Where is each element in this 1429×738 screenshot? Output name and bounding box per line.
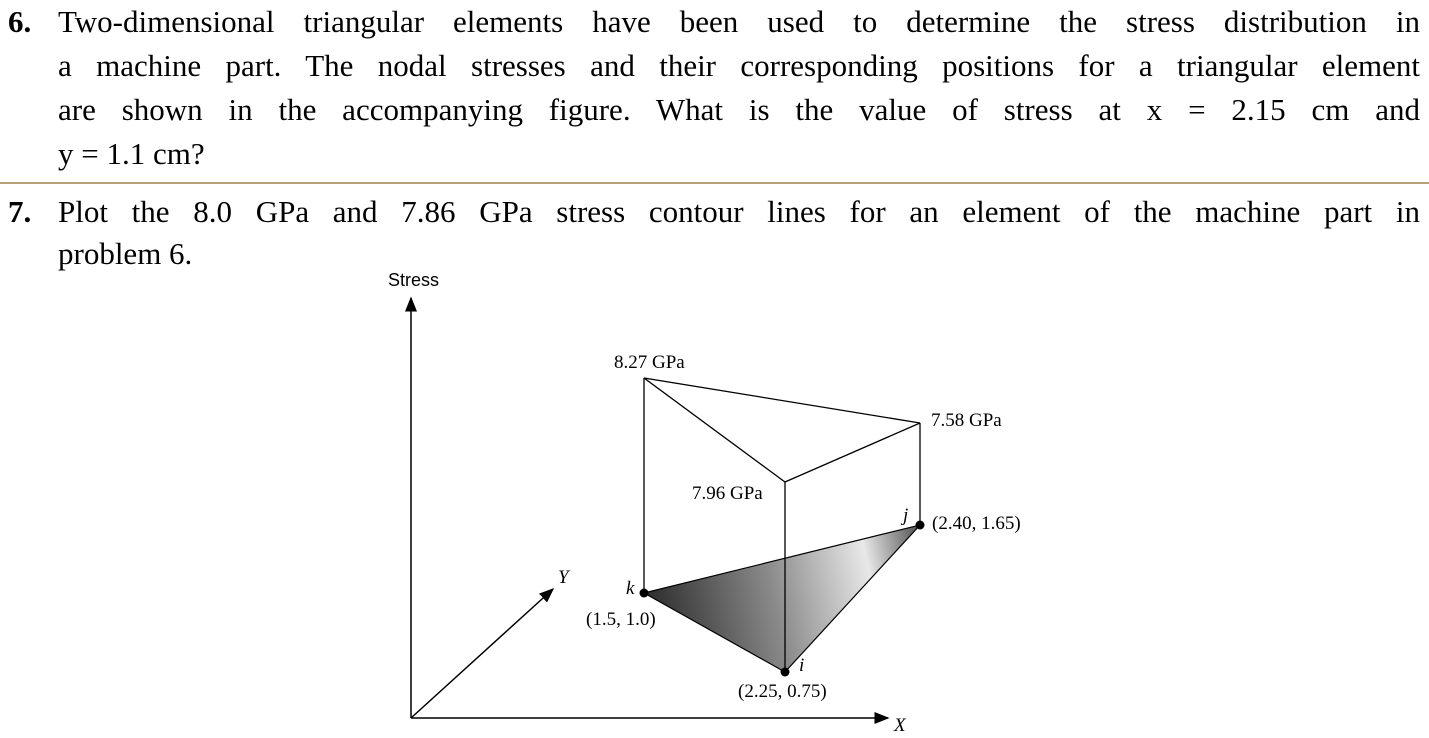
x-axis-label: X (894, 715, 906, 736)
problem-7-line-1: Plot the 8.0 GPa and 7.86 GPa stress contour lines for an element of the machine part in (58, 194, 1420, 229)
problem-6-line-3: are shown in the accompanying figure. What is the value of stress at x = 2.15 cm and (58, 92, 1420, 127)
y-axis-label: Y (558, 567, 569, 588)
problem-6-line-2: a machine part. The nodal stresses and their corresponding positions for a triangular element (58, 48, 1420, 83)
problem-7-number: 7. (8, 194, 32, 229)
node-i-dot (781, 668, 790, 677)
y-axis (411, 589, 553, 718)
problem-6-line-1: Two-dimensional triangular elements have been used to determine the stress distribution in (58, 4, 1420, 39)
node-k-dot (640, 589, 649, 598)
stress-label-j: 7.58 GPa (931, 410, 1002, 431)
problem-6-line-4: y = 1.1 cm? (58, 136, 205, 171)
problem-6-number: 6. (8, 4, 32, 39)
top-edge-k-i (644, 378, 785, 482)
coord-j-label: (2.40, 1.65) (932, 513, 1021, 534)
problem-7-line-2: problem 6. (58, 236, 193, 271)
coord-k-label: (1.5, 1.0) (586, 609, 656, 630)
node-j-dot (916, 521, 925, 530)
node-i-label: i (799, 655, 805, 676)
top-edge-k-j (644, 378, 920, 423)
stress-axis-label: Stress (388, 270, 440, 290)
node-k-label: k (626, 578, 635, 599)
node-j-label: j (903, 505, 909, 526)
stress-label-k: 8.27 GPa (614, 352, 685, 373)
stress-label-i: 7.96 GPa (692, 483, 763, 504)
coord-i-label: (2.25, 0.75) (738, 681, 827, 702)
base-triangle (644, 525, 920, 672)
top-edge-i-j (785, 423, 920, 482)
